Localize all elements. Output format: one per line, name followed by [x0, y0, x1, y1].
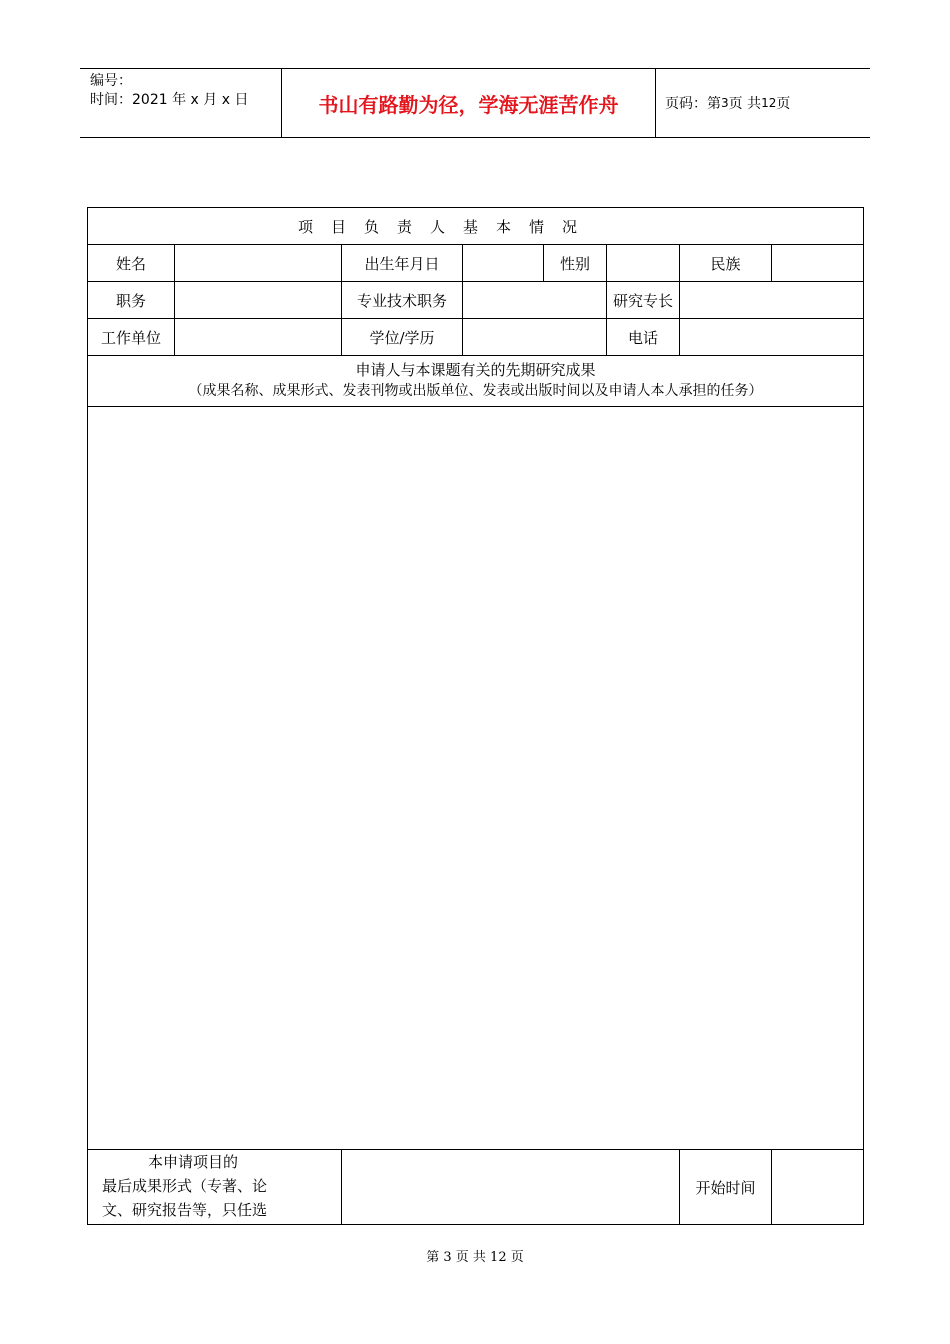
prior-results-note: （成果名称、成果形式、发表刊物或出版单位、发表或出版时间以及申请人本人承担的任务）	[188, 383, 763, 399]
header-motto: 书山有路勤为径，学海无涯苦作舟	[281, 69, 656, 137]
final-form-line1: 本申请项目的	[148, 1153, 239, 1171]
page-header	[80, 68, 870, 138]
name-field[interactable]	[175, 245, 342, 282]
birth-field[interactable]	[463, 245, 544, 282]
ethnicity-label: 民族	[680, 245, 772, 282]
prior-results-title: 申请人与本课题有关的先期研究成果	[355, 361, 596, 379]
gender-field[interactable]	[607, 245, 680, 282]
title-label: 专业技术职务	[342, 282, 463, 319]
header-meta	[80, 69, 281, 137]
title-field[interactable]	[463, 282, 607, 319]
employer-field[interactable]	[175, 319, 342, 356]
page-mid: 页 共	[728, 96, 762, 112]
section-title: 项目负责人基本情况	[88, 208, 864, 245]
specialty-field[interactable]	[680, 282, 864, 319]
page-indicator	[665, 69, 870, 137]
final-form-field[interactable]	[342, 1150, 680, 1225]
phone-field[interactable]	[680, 319, 864, 356]
final-form-line3: 文、研究报告等，只任选	[102, 1201, 268, 1219]
start-time-field[interactable]	[772, 1150, 864, 1225]
number-label: 编号：	[90, 73, 132, 89]
name-label: 姓名	[88, 245, 175, 282]
phone-label: 电话	[607, 319, 680, 356]
start-time-label: 开始时间	[680, 1150, 772, 1225]
employer-label: 工作单位	[88, 319, 175, 356]
application-form	[87, 207, 864, 1225]
page-total: 12	[761, 96, 777, 110]
gender-label: 性别	[544, 245, 607, 282]
birth-label: 出生年月日	[342, 245, 463, 282]
ethnicity-field[interactable]	[772, 245, 864, 282]
page-prefix: 页码：第	[665, 96, 721, 112]
position-label: 职务	[88, 282, 175, 319]
final-form-label	[88, 1150, 342, 1225]
page-footer: 第 3 页 共 12 页	[426, 1250, 524, 1265]
degree-field[interactable]	[463, 319, 607, 356]
degree-label: 学位/学历	[342, 319, 463, 356]
prior-results-header	[88, 356, 864, 407]
final-form-line2: 最后成果形式（专著、论	[102, 1177, 268, 1195]
position-field[interactable]	[175, 282, 342, 319]
page-number: 3	[721, 96, 729, 110]
time-label: 时间：2021 年 x 月 x 日	[90, 92, 249, 108]
page-suffix: 页	[776, 96, 791, 112]
specialty-label: 研究专长	[607, 282, 680, 319]
prior-results-field[interactable]	[88, 407, 864, 1150]
